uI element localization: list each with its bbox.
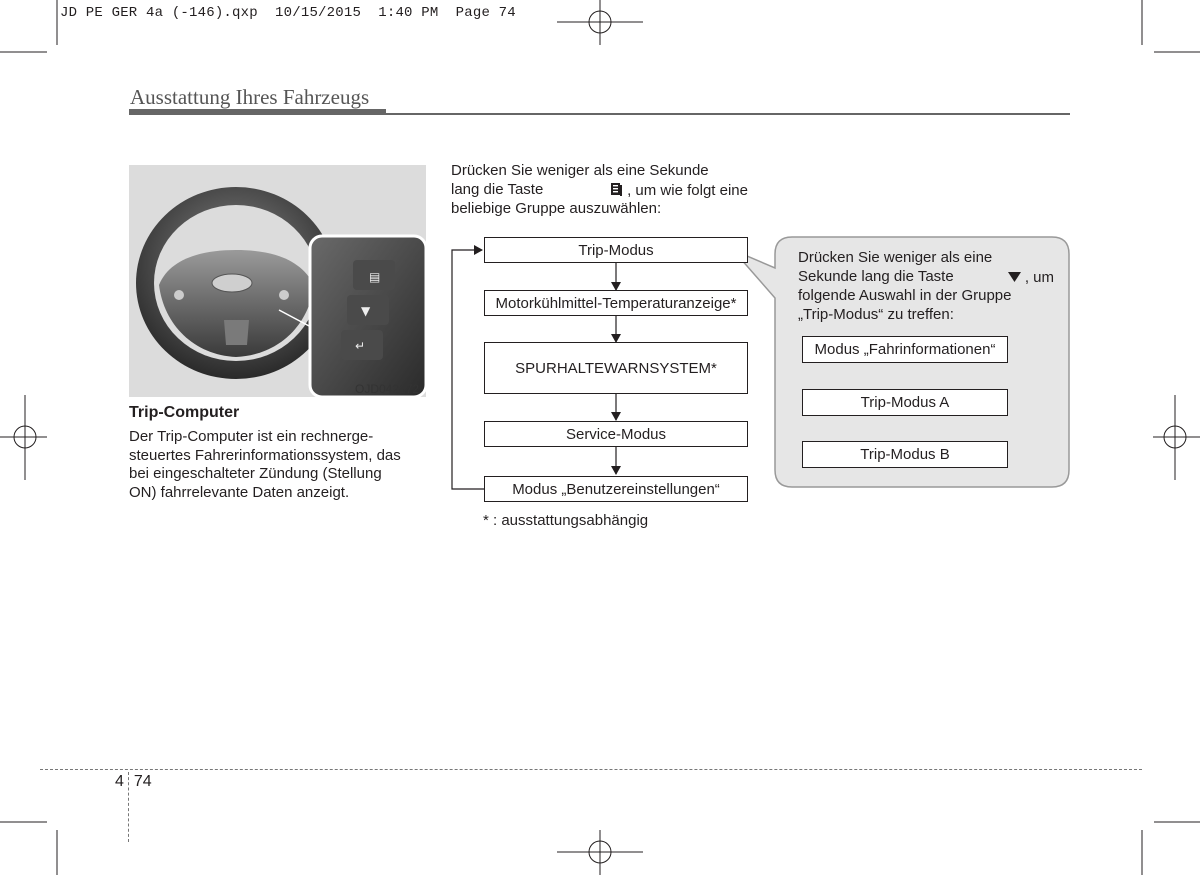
- callout-line: „Trip-Modus“ zu treffen:: [798, 305, 954, 323]
- flow-box-user-settings: Modus „Benutzereinstellungen“: [484, 476, 748, 502]
- flow-box-service-mode: Service-Modus: [484, 421, 748, 447]
- flow-box-trip-modus: Trip-Modus: [484, 237, 748, 263]
- svg-text:▼: ▼: [361, 304, 371, 318]
- callout-line: , um: [1024, 268, 1054, 286]
- intro-line: , um wie folgt eine: [627, 181, 748, 199]
- down-triangle-icon: [1008, 268, 1021, 284]
- intro-line: Drücken Sie weniger als eine Sekunde: [451, 162, 709, 179]
- callout-box-trip-b: Trip-Modus B: [802, 441, 1008, 468]
- trip-desc-line: ON) fahrrelevante Daten anzeigt.: [129, 483, 350, 501]
- photo-code: OJD042172: [355, 382, 420, 396]
- intro-line: lang die Taste: [451, 180, 544, 198]
- flow-box-lane-warning: SPURHALTEWARNSYSTEM*: [484, 342, 748, 394]
- page-number: [115, 773, 152, 791]
- footer-rule: [40, 769, 1142, 770]
- trip-desc-line: steuertes Fahrerinformationssystem, das: [129, 446, 401, 464]
- trip-desc-line: Der Trip-Computer ist ein rechnerge-: [129, 428, 374, 445]
- callout-box-trip-a: Trip-Modus A: [802, 389, 1008, 416]
- svg-text:↵: ↵: [355, 339, 366, 353]
- callout-line: folgende Auswahl in der Gruppe: [798, 287, 1012, 304]
- page-number-value: 74: [133, 773, 152, 790]
- intro-line: beliebige Gruppe auszuwählen:: [451, 200, 662, 217]
- callout-box-driving-info: Modus „Fahrinformationen“: [802, 336, 1008, 363]
- trip-computer-heading: Trip-Computer: [129, 404, 240, 421]
- trip-desc-line: bei eingeschalteter Zündung (Stellung: [129, 465, 382, 482]
- print-header: JD PE GER 4a (-146).qxp 10/15/2015 1:40 PM Page 74: [60, 5, 516, 21]
- flow-box-coolant-temp: Motorkühlmittel-Temperaturanzeige*: [484, 290, 748, 316]
- svg-text:▤: ▤: [369, 270, 381, 284]
- callout-line-with-key: [798, 268, 1054, 288]
- chapter-number: 4: [115, 773, 124, 790]
- callout-text: [798, 249, 1054, 324]
- callout-line: Drücken Sie weniger als eine: [798, 249, 993, 266]
- section-title: Ausstattung Ihres Fahrzeugs: [130, 85, 370, 109]
- footnote: * : ausstattungsabhängig: [483, 512, 649, 529]
- callout-line: Sekunde lang die Taste: [798, 267, 954, 285]
- callout-line-end: [1004, 268, 1054, 288]
